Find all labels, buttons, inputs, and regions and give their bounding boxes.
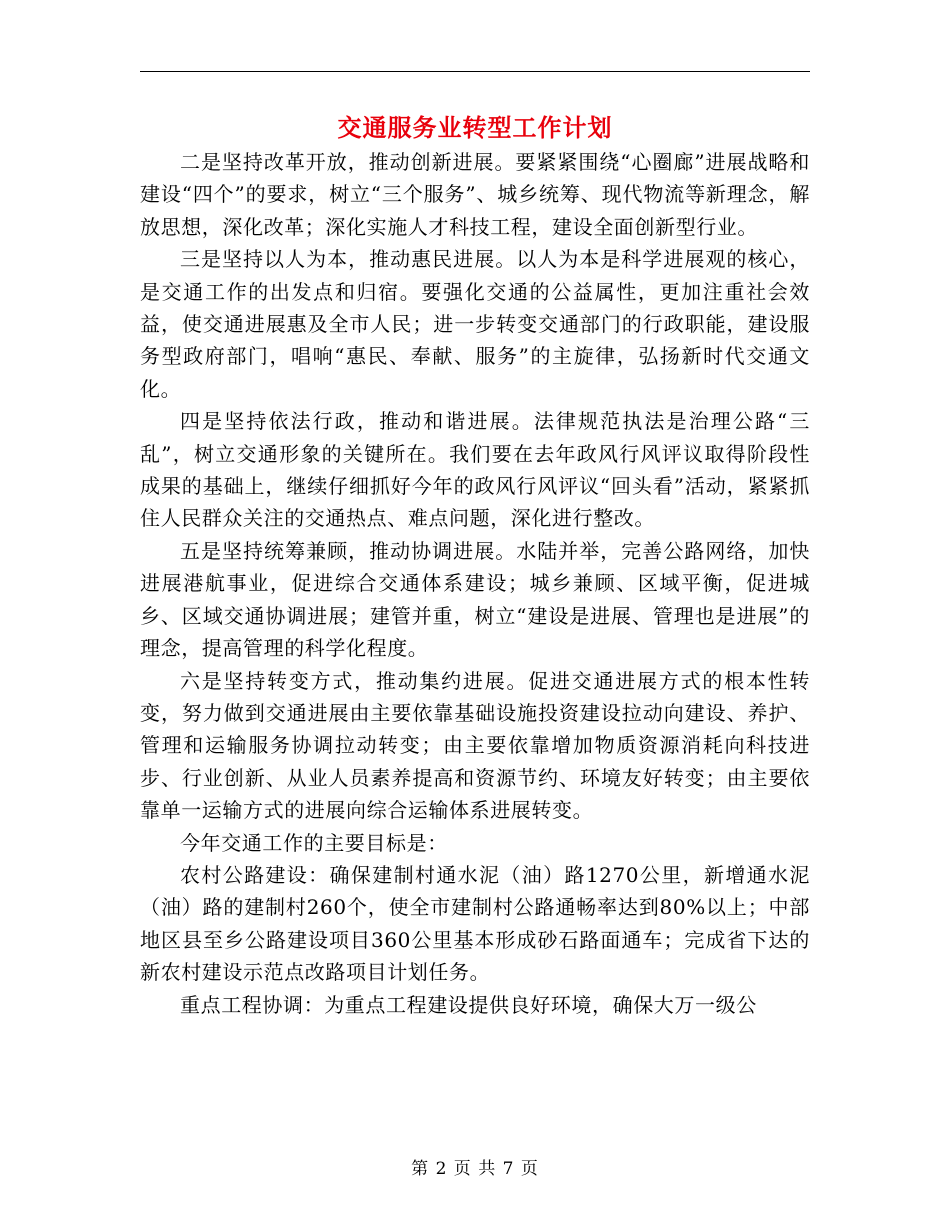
body-paragraph: 农村公路建设：确保建制村通水泥（油）路1270公里，新增通水泥（油）路的建制村260个，使全市建制村公路通畅率达到80%以上；中部地区县至乡公路建设项目360公里基本形成砂石路面通车；完成省下达的新农村建设示范点改路项目计划任务。 (140, 862, 810, 985)
header-rule (140, 71, 810, 72)
body-paragraph: 五是坚持统筹兼顾，推动协调进展。水陆并举，完善公路网络，加快进展港航事业，促进综合交通体系建设；城乡兼顾、区域平衡，促进城乡、区域交通协调进展；建管并重，树立“建设是进展、管理也是进展”的理念，提高管理的科学化程度。 (140, 538, 810, 661)
body-paragraph: 今年交通工作的主要目标是： (180, 830, 448, 855)
body-paragraph: 六是坚持转变方式，推动集约进展。促进交通进展方式的根本性转变，努力做到交通进展由主要依靠基础设施投资建设拉动向建设、养护、管理和运输服务协调拉动转变；由主要依靠增加物质资源消耗向科技进步、行业创新、从业人员素养提高和资源节约、环境友好转变；由主要依靠单一运输方式的进展向综合运输体系进展转变。 (140, 668, 810, 823)
body-paragraph: 重点工程协调：为重点工程建设提供良好环境，确保大万一级公 (180, 992, 757, 1017)
document-title: 交通服务业转型工作计划 (337, 113, 613, 142)
body-paragraph: 四是坚持依法行政，推动和谐进展。法律规范执法是治理公路“三乱”，树立交通形象的关键所在。我们要在去年政风行风评议取得阶段性成果的基础上，继续仔细抓好今年的政风行风评议“回头看”活动，紧紧抓住人民群众关注的交通热点、难点问题，深化进行整改。 (140, 409, 810, 531)
document-body (140, 146, 810, 1021)
body-paragraph: 三是坚持以人为本，推动惠民进展。以人为本是科学进展观的核心，是交通工作的出发点和归宿。要强化交通的公益属性，更加注重社会效益，使交通进展惠及全市人民；进一步转变交通部门的行政职能，建设服务型政府部门，唱响“惠民、奉献、服务”的主旋律，弘扬新时代交通文化。 (140, 247, 810, 401)
page-number-footer: 第 2 页 共 7 页 (411, 1159, 539, 1179)
body-paragraph: 二是坚持改革开放，推动创新进展。要紧紧围绕“心圈廊”进展战略和建设“四个”的要求，树立“三个服务”、城乡统筹、现代物流等新理念，解放思想，深化改革；深化实施人才科技工程，建设全面创新型行业。 (140, 150, 810, 239)
